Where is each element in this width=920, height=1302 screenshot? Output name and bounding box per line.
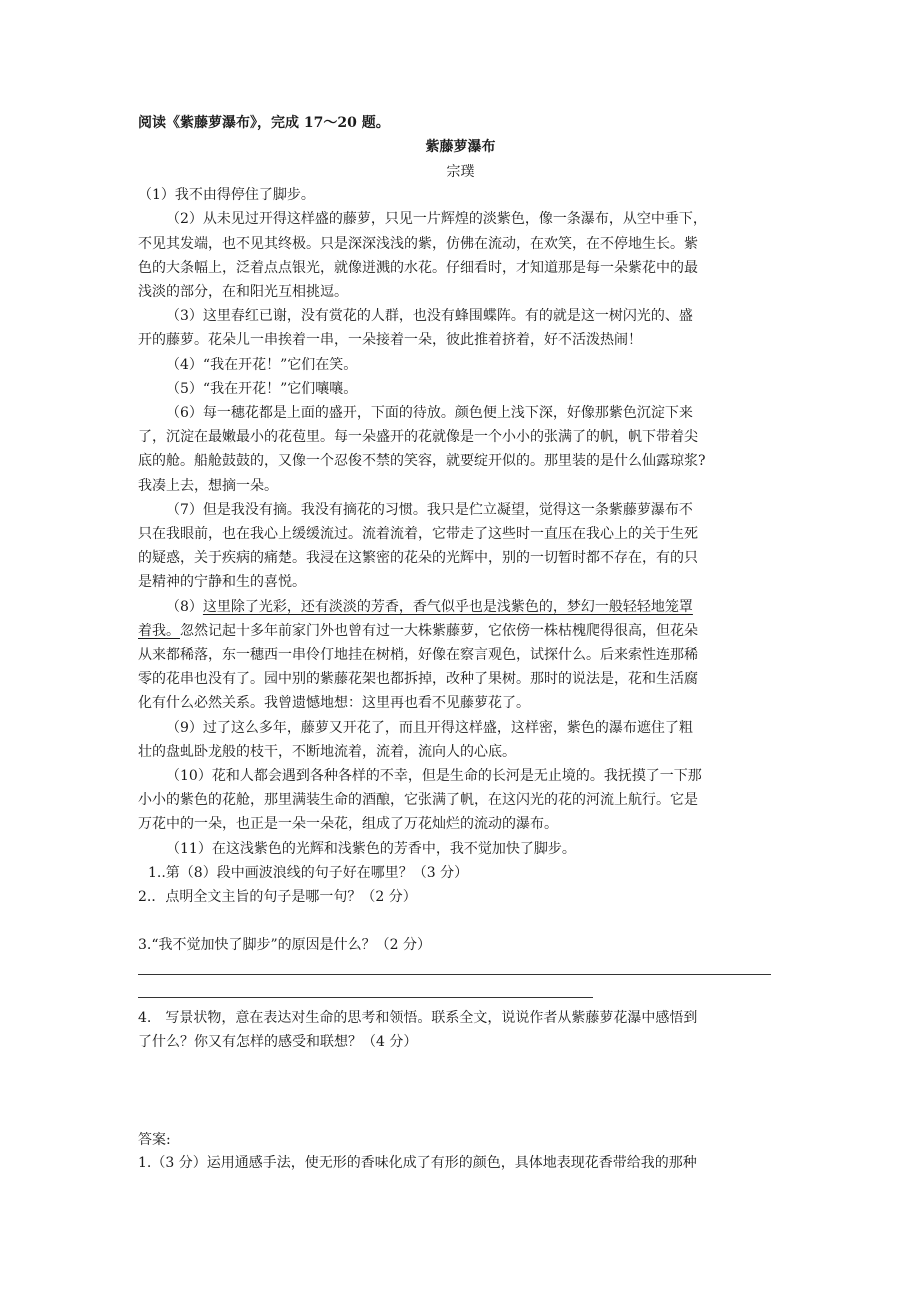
paragraph-8-line — [138, 621, 698, 641]
paragraph-8-line: 零的花串也没有了。园中别的紫藤花架也都拆掉，改种了果树。那时的说法是，花和生活腐 — [138, 671, 698, 687]
paragraph-2-line: 色的大条幅上，泛着点点银光，就像迸溅的水花。仔细看时，才知道那是每一朵紫花中的最 — [138, 260, 698, 276]
answer-label: 答案: — [138, 1132, 171, 1148]
question-3: 3.“我不觉加快了脚步”的原因是什么？（2 分） — [138, 937, 432, 953]
paragraph-8-lead: （8） — [166, 599, 203, 615]
paragraph-2-line: 不见其发端，也不见其终极。只是深深浅浅的紫，仿佛在流动，在欢笑，在不停地生长。紫 — [138, 236, 698, 252]
paragraph-6-line: （6）每一穗花都是上面的盛开，下面的待放。颜色便上浅下深，好像那紫色沉淀下来 — [166, 405, 693, 421]
question-2: 2.．点明全文主旨的句子是哪一句？（2 分） — [138, 889, 417, 905]
paragraph-6-line: 底的舱。船舱鼓鼓的，又像一个忍俊不禁的笑容，就要绽开似的。那里装的是什么仙露琼浆? — [138, 453, 706, 469]
underlined-sentence: 这里除了光彩，还有淡淡的芳香，香气似乎也是浅紫色的，梦幻一般轻轻地笼罩 — [202, 599, 693, 615]
paragraph-8-line: 从来都稀落，东一穗西一串伶仃地挂在树梢，好像在察言观色，试探什么。后来索性连那稀 — [138, 647, 698, 663]
question-4-line: 了什么？你又有怎样的感受和联想？（4 分） — [138, 1034, 418, 1050]
paragraph-5: （5）“我在开花！”它们嚷嚷。 — [166, 381, 358, 397]
paragraph-3-line: 开的藤萝。花朵儿一串挨着一串，一朵接着一朵，彼此推着挤着，好不活泼热闹！ — [138, 332, 642, 348]
reading-instruction: 阅读《紫藤萝瀑布》，完成 17～20 题。 — [138, 115, 390, 131]
underlined-sentence-end: 着我。 — [138, 623, 180, 639]
paragraph-6-line: 了，沉淀在最嫩最小的花苞里。每一朵盛开的花就像是一个小小的张满了的帆，帆下带着尖 — [138, 429, 698, 445]
paragraph-10-line: （10）花和人都会遇到各种各样的不幸，但是生命的长河是无止境的。我抚摸了一下那 — [166, 768, 702, 784]
paragraph-2-line: 浅淡的部分，在和阳光互相挑逗。 — [138, 284, 348, 300]
paragraph-6-line: 我凑上去，想摘一朵。 — [138, 478, 278, 494]
question-1: 1..第（8）段中画波浪线的句子好在哪里？（3 分） — [148, 865, 469, 881]
answer-line — [138, 997, 593, 998]
article-title: 紫藤萝瀑布 — [425, 139, 496, 155]
paragraph-11: （11）在这浅紫色的光辉和浅紫色的芳香中，我不觉加快了脚步。 — [166, 841, 576, 857]
paragraph-10-line: 小小的紫色的花舱，那里满装生命的酒酿，它张满了帆，在这闪光的花的河流上航行。它是 — [138, 792, 698, 808]
answer-1: 1.（3 分）运用通感手法，使无形的香味化成了有形的颜色，具体地表现花香带给我的那种 — [138, 1155, 697, 1171]
paragraph-10-line: 万花中的一朵，也正是一朵一朵花，组成了万花灿烂的流动的瀑布。 — [138, 816, 558, 832]
paragraph-9-line: （9）过了这么多年，藤萝又开花了，而且开得这样盛，这样密，紫色的瀑布遮住了粗 — [166, 720, 693, 736]
paragraph-8-line: 化有什么必然关系。我曾遗憾地想：这里再也看不见藤萝花了。 — [138, 695, 530, 711]
paragraph-7-line: （7）但是我没有摘。我没有摘花的习惯。我只是伫立凝望，觉得这一条紫藤萝瀑布不 — [166, 502, 693, 518]
paragraph-9-line: 壮的盘虬卧龙般的枝干，不断地流着，流着，流向人的心底。 — [138, 744, 516, 760]
paragraph-2-line: （2）从未见过开得这样盛的藤萝，只见一片辉煌的淡紫色，像一条瀑布，从空中垂下， — [166, 211, 707, 227]
answer-line — [138, 974, 771, 975]
paragraph-1: （1）我不由得停住了脚步。 — [138, 187, 315, 203]
paragraph-7-line: 只在我眼前，也在我心上缓缓流过。流着流着，它带走了这些时一直压在我心上的关于生死 — [138, 526, 698, 542]
paragraph-3-line: （3）这里春红已谢，没有赏花的人群，也没有蜂围蝶阵。有的就是这一树闪光的、盛 — [166, 308, 693, 324]
question-4-line: 4. 写景状物，意在表达对生命的思考和领悟。联系全文，说说作者从紫藤萝花瀑中感悟到 — [138, 1010, 698, 1026]
paragraph-4: （4）“我在开花！”它们在笑。 — [166, 357, 358, 373]
paragraph-8-text: 忽然记起十多年前家门外也曾有过一大株紫藤萝，它依傍一株枯槐爬得很高，但花朵 — [180, 623, 698, 639]
paragraph-7-line: 是精神的宁静和生的喜悦。 — [138, 574, 306, 590]
paragraph-8-line — [166, 597, 693, 617]
paragraph-7-line: 的疑惑，关于疾病的痛楚。我浸在这繁密的花朵的光辉中，别的一切暂时都不存在，有的只 — [138, 550, 698, 566]
article-author: 宗璞 — [446, 164, 475, 180]
